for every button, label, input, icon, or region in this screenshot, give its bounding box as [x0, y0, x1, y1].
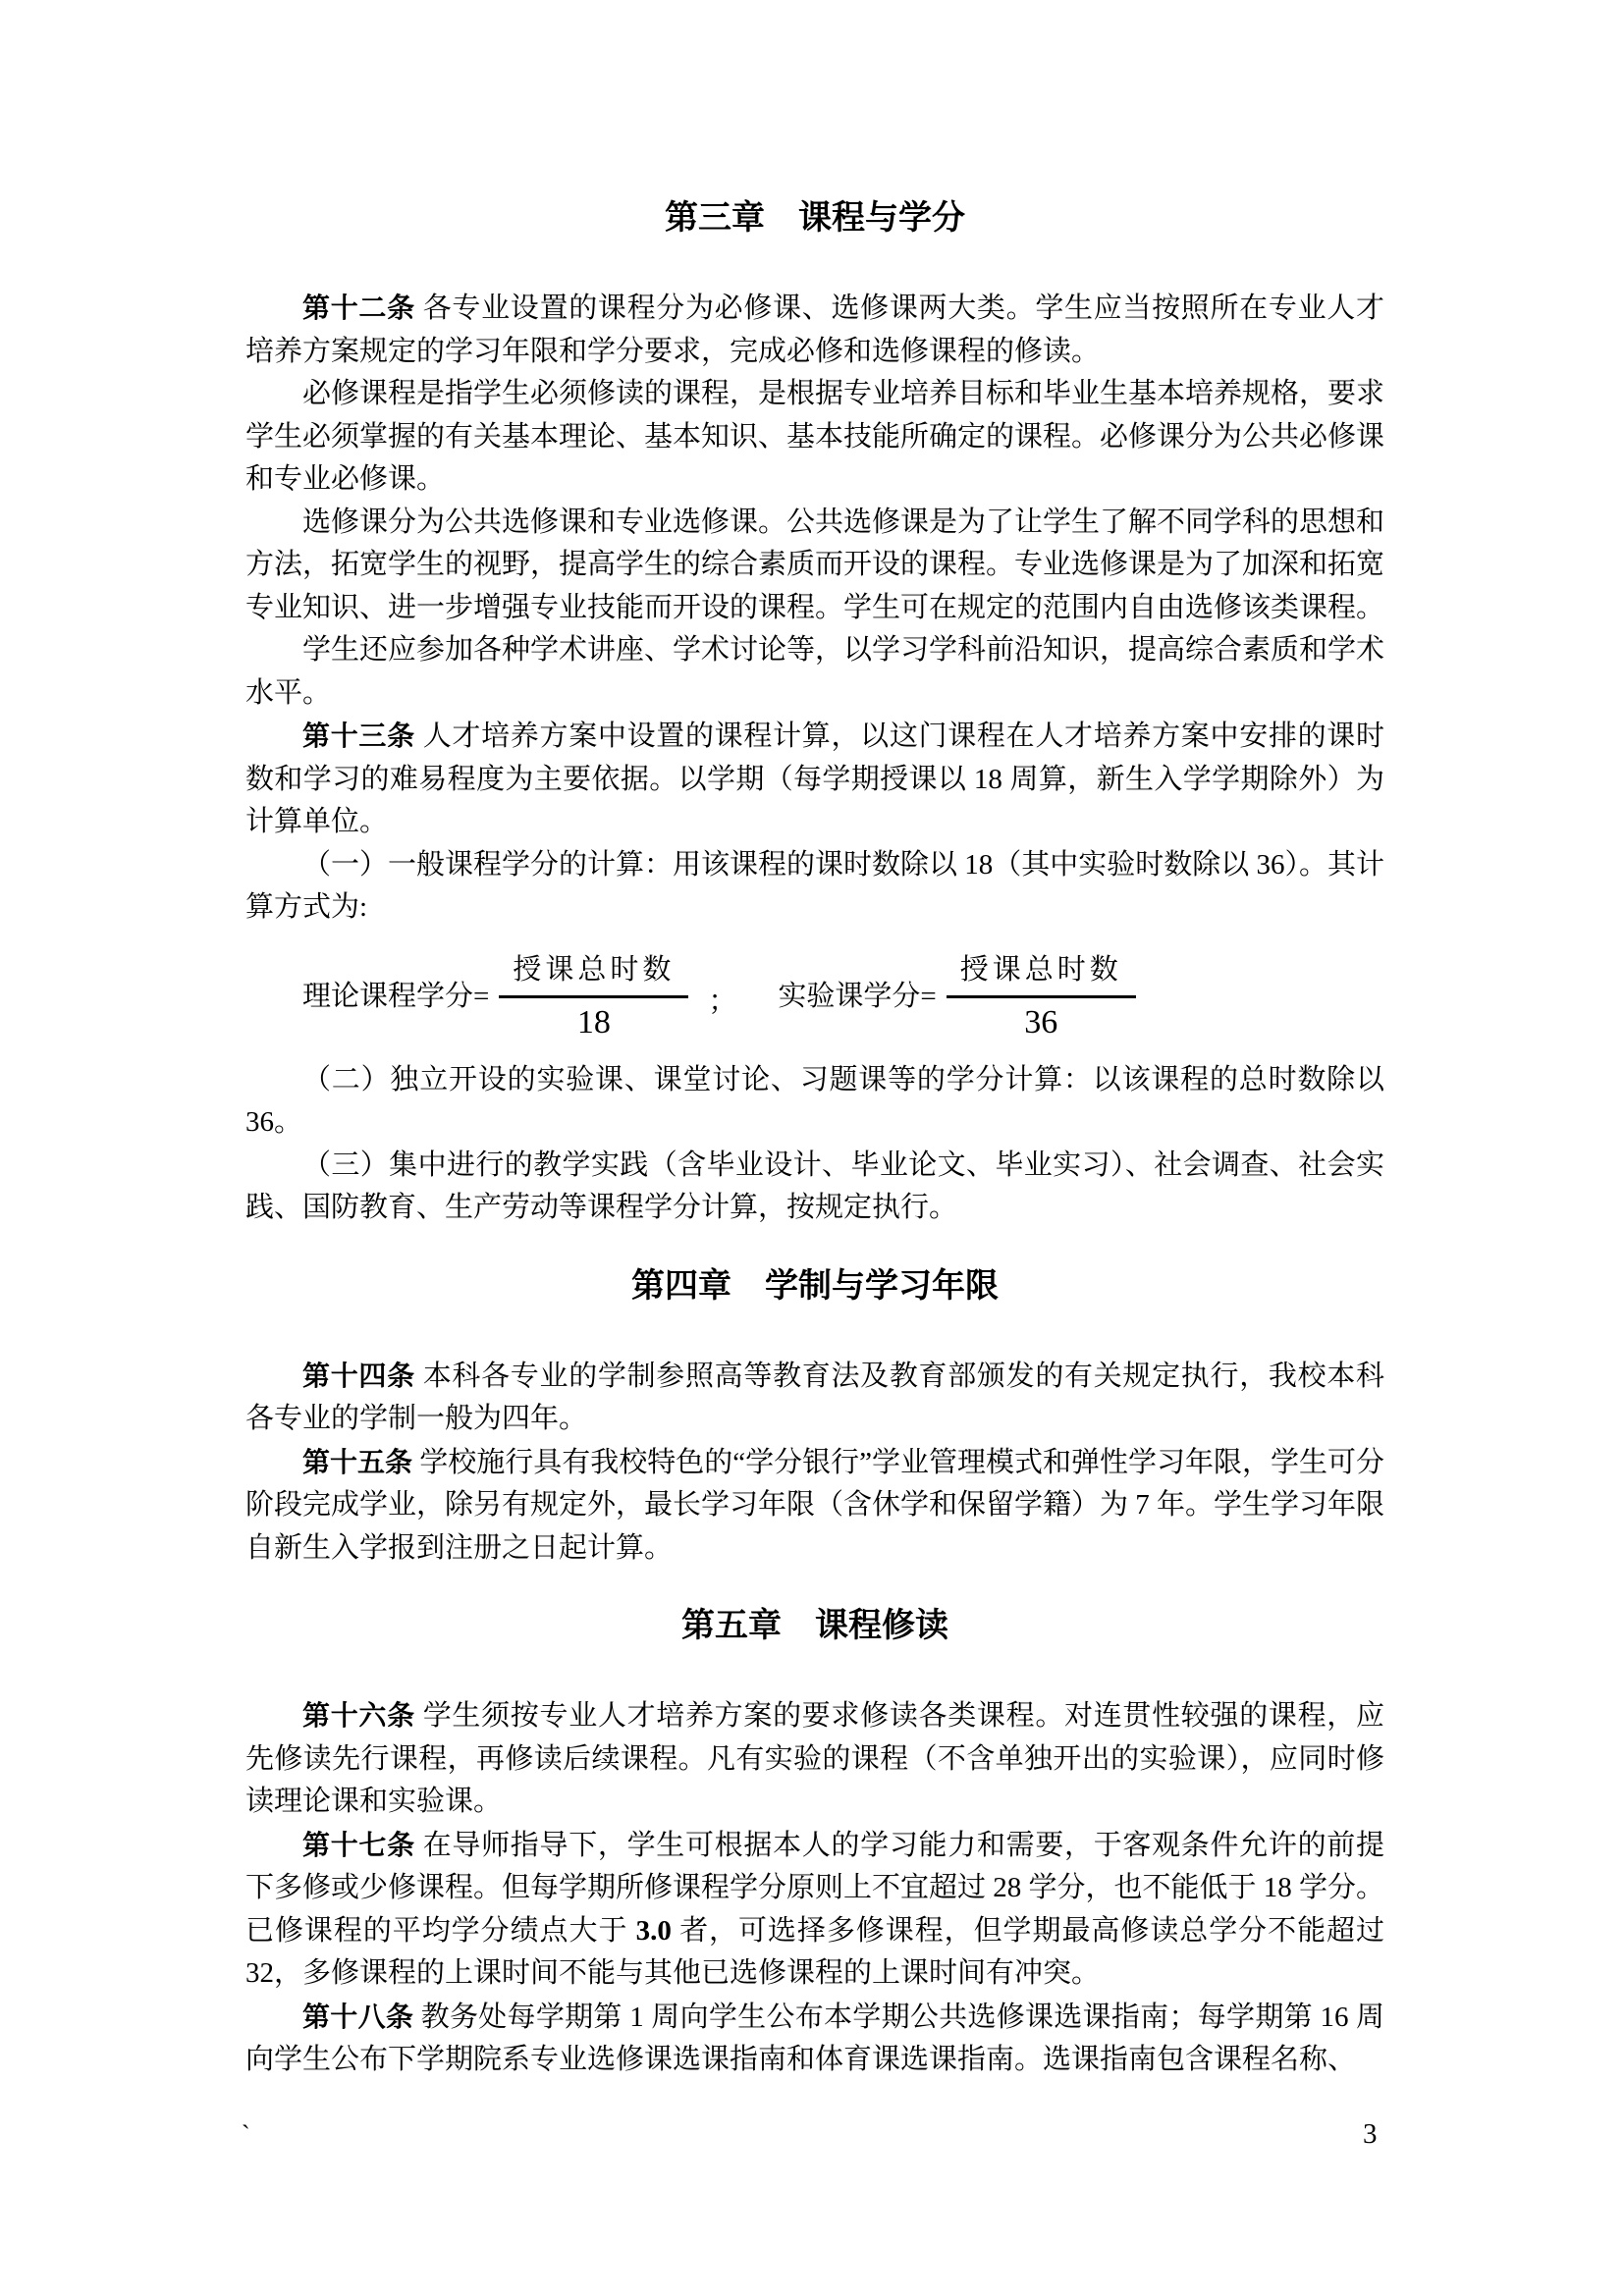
article-13 — [245, 715, 1384, 844]
article-number-label: 第十二条 — [302, 293, 415, 323]
credit-rule-1 — [245, 844, 1384, 930]
paragraph-text: 教务处每学期第 1 周向学生公布本学期公共选修课选课指南；每学期第 16 周向学生公布下学期院系专业选修课选课指南和体育课选课指南。选课指南包含课程名称、 — [245, 2001, 1384, 2075]
chapter-4-heading: 第四章 学制与学习年限 — [631, 1266, 999, 1305]
article-number-label: 第十三条 — [302, 721, 415, 751]
paragraph-text: 选修课分为公共选修课和专业选修课。公共选修课是为了让学生了解不同学科的思想和方法，拓宽学生的视野，提高学生的综合素质而开设的课程。专业选修课是为了加深和拓宽专业知识、进一步增强专业技能而开设的课程。学生可在规定的范围内自由选修该类课程。 — [245, 506, 1385, 623]
elective-courses — [245, 502, 1384, 630]
article-18 — [245, 1996, 1384, 2082]
credit-rule-2 — [245, 1059, 1384, 1145]
paragraph-text: 学校施行具有我校特色的“学分银行”学业管理模式和弹性学习年限，学生可分阶段完成学业，除另有规定外，最长学习年限（含休学和保留学籍）为 7 年。学生学习年限自新生入学报到注册之日起计算。 — [245, 1446, 1385, 1564]
article-17 — [245, 1824, 1384, 1996]
paragraph-text: 3.0 — [635, 1914, 672, 1947]
paragraph-text: 本科各专业的学制参照高等教育法及教育部颁发的有关规定执行，我校本科各专业的学制一般为四年。 — [245, 1360, 1384, 1434]
article-number-label: 第十四条 — [302, 1360, 415, 1391]
lectures — [245, 629, 1384, 715]
paragraph-text: 学生还应参加各种学术讲座、学术讨论等，以学习学科前沿知识，提高综合素质和学术水平。 — [245, 634, 1385, 709]
required-courses — [245, 373, 1384, 502]
paragraph-text: 学生须按专业人才培养方案的要求修读各类课程。对连贯性较强的课程，应先修读先行课程，再修读后续课程。凡有实验的课程（不含单独开出的实验课），应同时修读理论课和实验课。 — [245, 1700, 1384, 1817]
chapter-5-heading: 第五章 课程修读 — [681, 1607, 948, 1644]
stray-scan-mark: ` — [242, 2120, 250, 2149]
article-16 — [245, 1694, 1384, 1824]
left-fraction-numerator: 授课总时数 — [499, 947, 688, 998]
page-number: 3 — [1363, 2118, 1378, 2150]
theory-credit-label: 理论课程学分= — [302, 981, 490, 1012]
chapter-3-heading: 第三章 课程与学分 — [665, 199, 965, 237]
lab-credit-label: 实验课学分= — [778, 981, 937, 1012]
paragraph-text: 人才培养方案中设置的课程计算，以这门课程在人才培养方案中安排的课时数和学习的难易程度为主要依据。以学期（每学期授课以 18 周算，新生入学学期除外）为计算单位。 — [245, 721, 1384, 837]
paragraph-text: （三）集中进行的教学实践（含毕业设计、毕业论文、毕业实习）、社会调查、社会实践、国防教育、生产劳动等课程学分计算，按规定执行。 — [245, 1148, 1384, 1223]
paragraph-text: 各专业设置的课程分为必修课、选修课两大类。学生应当按照所在专业人才培养方案规定的学习年限和学分要求，完成必修和选修课程的修读。 — [245, 293, 1384, 367]
right-fraction — [947, 947, 1136, 1041]
paragraph-text: 在导师指导下，学生可根据本人的学习能力和需要，于客观条件允许的前提下多修或少修课程。但每学期所修课程学分原则上不宜超过 28 学分，也不能低于 18 学分。已修课程的平均学分绩点大于 — [245, 1829, 1385, 1947]
credit-formula — [245, 930, 1384, 1059]
right-fraction-denominator: 36 — [1024, 1003, 1058, 1041]
left-fraction-denominator: 18 — [576, 1003, 611, 1041]
document-body — [245, 196, 1384, 2082]
article-number-label: 第十七条 — [302, 1829, 415, 1860]
paragraph-text: 者，可选择多修课程，但学期最高修读总学分不能超过 32，多修课程的上课时间不能与其他已选修课程的上课时间有冲突。 — [245, 1914, 1384, 1989]
paragraph-text: 必修课程是指学生必须修读的课程，是根据专业培养目标和毕业生基本培养规格，要求学生必须掌握的有关基本理论、基本知识、基本技能所确定的课程。必修课分为公共必修课和专业必修课。 — [245, 378, 1385, 495]
article-number-label: 第十八条 — [302, 2001, 414, 2032]
left-fraction — [499, 947, 688, 1041]
paragraph-text: （二）独立开设的实验课、课堂讨论、习题课等的学分计算：以该课程的总时数除以 36。 — [245, 1063, 1384, 1138]
right-fraction-numerator: 授课总时数 — [947, 947, 1136, 998]
article-14 — [245, 1355, 1384, 1441]
formula-separator: ； — [708, 986, 737, 1017]
credit-rule-3 — [245, 1145, 1384, 1230]
article-15 — [245, 1441, 1384, 1571]
article-number-label: 第十五条 — [302, 1446, 413, 1477]
paragraph-text: （一）一般课程学分的计算：用该课程的课时数除以 18（其中实验时数除以 36）。其计算方式为: — [245, 848, 1385, 923]
article-number-label: 第十六条 — [302, 1700, 415, 1731]
article-12 — [245, 287, 1384, 373]
